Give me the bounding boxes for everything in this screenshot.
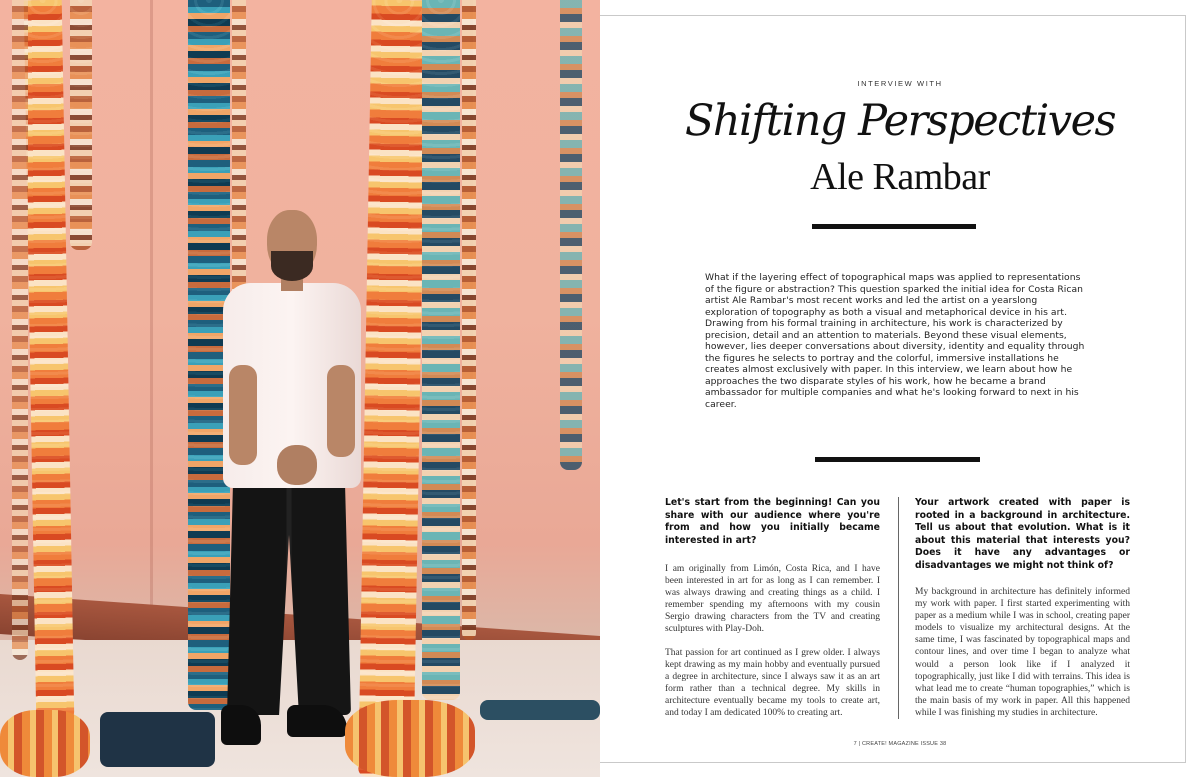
wall-seam bbox=[150, 0, 153, 640]
paper-strip bbox=[560, 0, 582, 470]
article-intro bbox=[705, 272, 1090, 411]
artist-figure bbox=[215, 205, 365, 750]
interview-column-left bbox=[665, 497, 880, 719]
paper-pile bbox=[345, 700, 475, 777]
interview-question: Your artwork created with paper is rooted in a background in architecture. Tell us about that evolution. What is it about this material that interests you? Does it have any advantages or disadvantages we might not think of? bbox=[915, 497, 1130, 571]
article-subtitle-wrap bbox=[600, 155, 1200, 201]
paper-strip bbox=[70, 0, 92, 250]
interview-question: Let's start from the beginning! Can you share with our audience where you're from and how you initially became interested in art? bbox=[665, 497, 880, 546]
floor-object bbox=[100, 712, 215, 767]
paper-strip bbox=[422, 0, 460, 700]
interview-column-right bbox=[915, 497, 1130, 719]
paper-pile bbox=[0, 710, 90, 777]
article-kicker: INTERVIEW WITH bbox=[857, 79, 943, 88]
interview-answer: I am originally from Limón, Costa Rica, and I have been interested in art for as long as I can remember. I was always drawing and creating things as a child. I remember spending my afternoons with my cousin Sergio drawing characters from the TV and creating sculptures with Play-Doh. bbox=[665, 564, 880, 635]
intro-paragraph: What if the layering effect of topographical maps was applied to representations of the figure or abstraction? This question sparked the initial idea for Costa Rican artist Ale Rambar's most recent works and led the artist on a yearslong exploration of topography as both a visual and metaphorical device in his art. Drawing from his formal training in architecture, his work is characterized by precision, detail and an attention to materials. Beyond these visual elements, however, lies deeper conversations about diversity, identity and equality through the figures he selects to portray and the colorful, immersive installations he creates almost exclusively with paper. In this interview, we learn about how he approaches the two disparate styles of his work, how he became a brand ambassador for multiple companies and what he's looking forward to next in his career. bbox=[705, 272, 1085, 411]
column-divider bbox=[898, 497, 899, 719]
title-divider bbox=[812, 224, 976, 229]
page-footer: 7 | CREATE! MAGAZINE ISSUE 38 bbox=[853, 741, 947, 747]
interview-answer: That passion for art continued as I grew older. I always kept drawing as my main hobby and eventually pursued a degree in architecture, since I always saw it as an art form rather than a technical degree. My skills in architecture eventually became my tools to create art, and today I am dedicated 100% to creating art. bbox=[665, 647, 880, 719]
article-subtitle: Ale Rambar bbox=[810, 156, 990, 198]
interview-answer: My background in architecture has definitely informed my work with paper. I first started experimenting with paper as a medium while I was in school, creating paper models to visualize my architectural designs. At the same time, I was fascinated by topographical maps and contour lines, and over time I began to analyze what would a person look like if I analyzed it topographically, just like I did with terrains. This idea is what lead me to create “human topographies,” which is the main basis of my work in paper. All this happened while I was finishing my studies in architecture. bbox=[915, 587, 1130, 718]
article-title: Shifting Perspectives bbox=[684, 96, 1116, 146]
floor-object bbox=[480, 700, 600, 720]
article-title-wrap bbox=[600, 96, 1200, 156]
paper-strip bbox=[462, 0, 476, 640]
section-divider bbox=[815, 457, 980, 462]
paper-strip bbox=[12, 0, 28, 660]
